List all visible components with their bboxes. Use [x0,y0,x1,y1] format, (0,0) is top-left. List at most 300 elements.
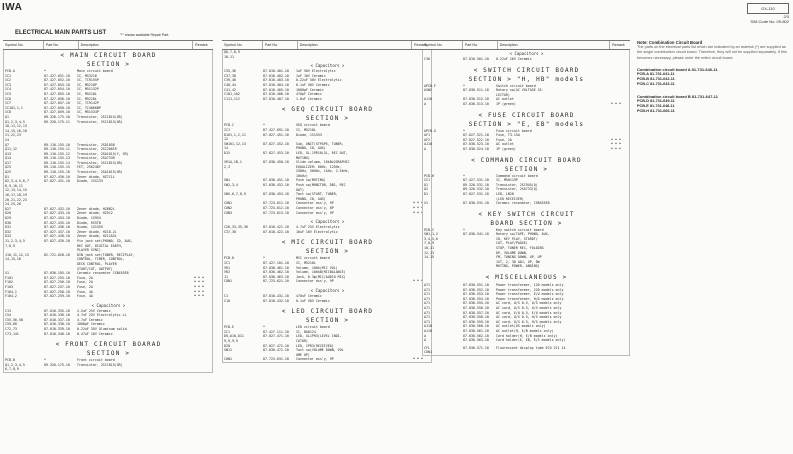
heading-text: < KEY SWITCH CIRCUIT [478,210,575,218]
symbol-cell: C37,38 [224,73,236,78]
part-no-cell: 89-320-175-11 [44,119,70,124]
heading-text: < Capacitors > [310,287,345,293]
description-cell: 1uF 50V Electrolytic [296,69,336,74]
part-no-cell: 89-110-155-12 [44,151,70,156]
part-no-cell: 87-427-051-10 [44,73,70,78]
page-number: 2/3 [783,14,789,19]
description-cell: Rotary sw(TAPE, PHONO, AUX, [496,232,550,237]
description-cell: Transistor, 2SA733R [77,156,115,161]
part-no-cell: 87-723-012-10 [263,206,289,211]
part-no-cell: 87-010-406-10 [263,92,289,97]
header-remark: Remark [612,43,625,47]
symbol-cell: C39,40 [224,78,236,83]
description-cell: Connector ass'y, 9P [296,201,334,206]
symbol-cell: IC6 [5,96,11,101]
parts-column-2 [222,40,432,363]
category-heading [223,62,431,69]
description-cell: 1uF 16V Ceramic [296,73,326,78]
description-cell: Diode, 1SS133 [77,179,103,184]
symbol-cell: F104,1 [5,289,17,294]
symbol-cell: D20 [224,343,230,348]
part-no-cell: 87-010-402-10 [263,73,289,78]
symbol-cell: IC1 [424,178,430,183]
description-cell: Main circuit board [77,69,113,73]
description-cell: Slide volume, 10kBx2GRAPHIC [296,160,350,165]
part-no-cell: 87-027-258-10 [44,289,70,294]
symbol-cell: IC1 [224,127,230,132]
description-cell: 1000pF Ceramic [77,322,105,327]
symbol-cell: AJ10 [424,324,432,329]
symbol-cell: 14,15,16 [5,257,21,262]
description-cell: 1P (green) [496,101,516,106]
combination-board-notes [637,40,787,114]
symbol-cell: 3,4,5,6 [424,236,438,241]
part-no-cell [462,264,495,269]
table-row [423,57,629,62]
symbol-cell: 8,9,10,11 [5,183,23,188]
symbol-cell: A71 [424,319,430,324]
part-no-cell: 87-030-556-10 [463,306,489,310]
symbol-cell: IC1 [224,261,230,265]
description-cell: Transistor, 2SC1815(GR) [77,114,123,119]
symbol-cell: C40,44 [224,82,236,87]
symbol-cell: 7,8,9 [424,241,434,246]
description-cell: AC cord, U/S 0.5, H/S models only [496,315,562,320]
group-b-item: PCB-E 81-731-648-11 [637,104,675,109]
section-heading [223,237,431,248]
symbol-cell: C35,36 [224,69,236,74]
description-cell: Push sw(MONITOR, DB1, REC [296,183,346,188]
description-cell: Fuse circuit board [496,128,532,133]
symbol-cell: C111,112 [224,96,240,101]
symbol-cell [423,264,462,269]
table-header [3,40,213,50]
part-no-cell: 87-030-511-10 [463,88,489,93]
heading-text: < FUSE CIRCUIT BOARD [478,111,575,119]
description-cell: Pin jack set(PHONO, CD, AUX, [77,238,133,243]
section-heading [4,61,212,69]
page-reference [750,14,789,24]
description-cell [76,367,189,372]
symbol-cell: Q23 [5,165,11,170]
symbol-cell: PCB-H [424,173,434,178]
heading-text: SECTION > [305,248,350,256]
part-no-cell: 87-030-553-10 [463,292,489,297]
remark-cell [606,338,625,343]
part-no-cell: 89-320-532-10 [463,187,489,192]
part-no-cell: 87-027-453-10 [263,150,289,155]
header-symbol: Symbol No. [422,41,463,49]
heading-text: SECTION > [305,115,350,123]
part-no-cell: 87-010-335-10 [44,308,70,313]
description-cell: LED circuit board [296,325,330,330]
part-no-cell: 87-723-011-10 [263,201,289,206]
category-heading [223,287,431,294]
part-no-cell: 87-427-054-10 [44,87,70,92]
symbol-cell: D29 [5,216,11,220]
part-no-cell: 87-030-451-10 [263,178,289,183]
part-no-cell: 87-030-552-10 [463,287,489,292]
repair-part-note: "*" shows available Repair Part. [120,33,170,37]
description-cell: Zener diode, HZ5C2 [77,211,113,216]
table-row [223,230,431,235]
part-no-cell: 87-723-031-10 [263,357,289,362]
header-remark: Remark [414,43,427,47]
description-cell: REC OUT, DIGITAL EARTH, [77,243,123,248]
heading-text: < Capacitors > [310,219,345,225]
group-a-title: Combination circuit board A 81-731-640-11 [637,66,718,72]
heading-text: SECTION > [86,61,131,68]
description-cell: DIN jack set(TUNER, RECIPLAY, [77,252,135,257]
table-row [4,294,212,299]
part-no-cell: 87-030-571-10 [463,345,489,350]
symbol-cell: C55,56,58 [5,317,23,322]
symbol-cell: CON1 [424,350,432,355]
part-no-cell: 87-027-434-10 [44,216,70,220]
description-cell: UME UP) [296,352,310,357]
part-no-cell: 87-427-059-10 [44,110,70,115]
part-no-cell: 87-027-452-10 [263,141,289,146]
description-cell: Power transformer, H/D models only [496,296,564,301]
part-no-cell: 87-010-339-10 [44,327,70,332]
heading-text: SECTION > [305,317,350,325]
description-cell: Cord holder(E, EB, E/S models only) [496,338,566,343]
remark-cell: * * * [194,284,204,289]
description-cell: IC, TC9155P [77,78,99,83]
symbol-cell: C1 [224,293,228,298]
symbol-cell: AJ10 [424,97,432,102]
part-no-cell: 87-030-559-10 [463,319,489,324]
symbol-cell: CON3 [224,210,232,215]
description-cell: 4.7uF 25V Electrolytic [296,225,340,230]
table-body [422,50,630,356]
symbol-cell: Q17 [5,160,11,165]
part-no-cell: 87-010-405-10 [263,87,289,92]
heading-text: < Capacitors > [310,63,345,69]
heading-text: < Capacitors > [91,302,126,308]
part-no-cell: 87-723-021-10 [263,279,289,284]
description-cell: Tact sw(VOLUME DOWN, VOL [296,348,344,353]
description-cell: 0.1uF 50V Ceramic [296,298,330,303]
description-cell: Transistor, 2SC2001R [77,147,117,152]
description-cell: Fuse, 4A [77,289,93,294]
symbol-cell: Q1 [5,114,9,119]
header-part: Part No. [463,41,498,49]
remark-cell: * * * [194,289,204,294]
symbol-cell: A [424,146,426,151]
remark-cell [606,350,625,355]
symbol-cell: Q1,2,3,4,5 [5,362,25,367]
description-cell: STOP, TUNER REC, FOLDING [496,246,544,251]
group-a-item: PCB-B 81-731-642-11 [637,77,675,82]
description-cell: 0.22uF 50V Electrolytic [296,78,342,83]
symbol-cell: D2,3,4,5,6,7 [5,179,29,184]
symbol-cell: D1 [5,174,9,179]
symbol-cell: C73,141 [5,331,19,336]
description-cell: IC, M50119P [496,178,518,183]
description-cell: AC outlet(US models only) [496,324,546,329]
part-no-cell: 87-027-431-10 [44,179,70,184]
description-cell: FET, 2SK246Y [77,165,101,170]
symbol-cell: SW1,1,2 [424,232,438,237]
description-cell: 1000pF Ceramic [296,87,324,92]
symbol-cell: A [424,101,426,106]
symbol-cell: CFL [424,345,430,350]
part-no-cell: 87-027-432-10 [44,206,70,211]
description-cell: IC, MS3216 [77,73,97,78]
part-no-cell: 87-427-111-10 [263,329,289,334]
symbol-cell: 20,21,22,23 [5,197,27,202]
part-no-cell: 87-010-422-10 [263,229,289,234]
part-no-cell: 87-010-431-10 [263,293,289,298]
description-cell: Jack, 6.3φ(MIC/AUDIO MIX) [296,274,346,279]
symbol-cell: CON1 [224,279,232,284]
part-no-cell: 87-030-463-10 [263,274,289,279]
description-cell: IC, M5218L [77,96,97,101]
description-cell: PHONO, CD, AUX) [296,146,326,151]
symbol-cell: J1 [224,274,228,279]
symbol-cell: IC2 [5,78,11,83]
description-cell: Switch circuit board [496,83,536,88]
part-no-cell: 87-010-336-10 [44,313,70,318]
section-heading [423,209,629,220]
section-heading [4,339,212,350]
description-cell [495,350,606,355]
symbol-cell: CON2 [224,206,232,211]
heading-text: < MAIN CIRCUIT BOARD [60,52,157,59]
part-no-cell: 87-010-401-10 [263,69,289,74]
description-cell: IC, M51132P [77,87,99,92]
part-no-cell: 87-030-561-10 [463,328,489,333]
description-cell: Diode, RS5TB [77,220,101,225]
symbol-cell: A71 [424,315,430,320]
symbol-cell: 10,11 [424,246,434,251]
group-a-item: PCB-A 81-731-641-11 [637,72,675,77]
symbol-cell: IC7 [5,101,11,106]
description-cell: Zener diode, HZ18-2L [77,229,117,234]
part-no-cell: 87-010-403-10 [263,78,289,83]
part-no-cell: 87-030-554-10 [463,296,489,301]
description-cell: 0.1uF 50V Ceramic [296,82,330,87]
description-cell: IC, M5218P [77,82,97,87]
parts-column-3 [422,40,630,356]
heading-text: < MISCELLANEOUS > [485,274,568,282]
description-cell: CATOR) [296,338,308,343]
symbol-cell: Q25 [5,170,11,175]
section-heading [223,248,431,256]
description-cell: Transistor, 2SA1015(Y, GR) [77,151,129,156]
symbol-cell: SW2,3,4 [224,183,238,188]
description-cell: Transistor, 2SA733(Q) [496,187,538,192]
table-row [423,147,629,152]
part-no-cell: 87-030-558-10 [463,315,489,320]
description-cell: Power transformer, E/U models only [496,292,564,297]
category-heading [423,50,629,57]
description-cell: IC, M5218L [77,91,97,96]
part-no-cell: * [44,358,46,363]
section-heading [423,65,629,76]
part-no-cell: 89-110-155-10 [44,142,70,147]
symbol-cell: A [424,338,426,343]
part-no-cell: 87-010-421-10 [263,225,289,230]
document-title: ELECTRICAL MAIN PARTS LIST [15,30,107,36]
symbol-cell: 10,11 [224,54,234,59]
part-no-cell: 87-030-462-10 [263,270,289,275]
table-row [223,55,431,60]
description-cell: 4.7uF Ceramic [77,317,103,322]
description-cell: AC cord, E/U 0.5, E/U models only [496,310,562,315]
description-cell: Cord holder(H, E/B models only) [496,333,558,338]
remark-cell [189,367,208,372]
heading-text: < COMMAND CIRCUIT BOARD [471,156,582,164]
symbol-cell: AF1 [424,133,430,138]
symbol-cell: Q7 [5,142,9,147]
notes-title: Note: Combination Circuit Board [637,40,703,45]
symbol-cell: C30 [424,57,430,61]
symbol-cell: J10,11,12,13 [5,252,29,257]
symbol-cell: J1,2,3,4,5 [5,238,25,243]
part-no-cell: 87-027-259-10 [44,294,70,299]
table-row [223,279,431,284]
symbol-cell: 24 [5,137,9,142]
description-cell: Tact sw(START, TUNER, [296,192,338,197]
part-no-cell: 8I-721-028-10 [44,252,70,257]
heading-text: < LED CIRCUIT BOARD [281,308,374,316]
symbol-cell: IC4 [5,87,11,92]
description-cell: 10uF 16V Electrolytic [296,229,338,234]
description-cell: Ceramic resonator CSB455E8 [77,271,129,276]
symbol-cell: A71 [424,306,430,310]
symbol-cell: IC3 [5,82,11,87]
description-cell: MIC circuit board [296,256,330,261]
part-no-cell: 87-030-555-10 [463,301,489,306]
description-cell: EQUALIZER: 60Hz, 125Hz, [296,164,342,169]
part-no-cell [43,367,76,372]
part-no-cell: 87-027-430-10 [44,174,70,179]
heading-text: BOARD SECTION > [490,219,563,227]
description-cell: Zener diode, HZ12A3L [77,234,117,239]
description-cell: START/CUT, OUTPUT) [77,266,113,271]
description-cell: LED, GL-1PR10(GL, REC OUT, [296,150,348,155]
description-cell: (LED RECEIVER) [496,196,524,201]
header-description: Description [298,41,412,49]
symbol-cell: PCB-B [5,358,15,363]
table-row [423,102,629,107]
header-symbol: Symbol No. [222,41,263,49]
symbol-cell: D101,1,2,11 [224,132,246,137]
category-heading [4,302,212,309]
table-header [422,40,630,50]
description-cell: PLAYER SYNC) [77,248,101,253]
symbol-cell: X1 [5,271,9,276]
part-no-cell: 89-110-155-15 [44,165,70,170]
notes-text: The parts on the electrical parts list which are indicated by an asterisk (*) are supplied as the single combination circuit board. Therefore, they will not be supplied separately. If this becomes necessary, please order the entire circuit board. [637,45,787,60]
description-cell: 470pF Ceramic [296,92,322,97]
description-cell: Connector ass'y, 9P [296,357,334,362]
symbol-cell: D27 [5,206,11,211]
part-no-cell: 87-030-563-10 [463,338,489,343]
symbol-cell: A71 [424,310,430,315]
remark-cell: * * * [611,142,621,147]
table-row [4,332,212,337]
section-heading [423,220,629,228]
symbol-cell: 21,22,23 [5,133,21,138]
table-body [3,50,213,373]
symbol-cell: SW11 [224,348,232,353]
part-no-cell: * [463,227,465,232]
symbol-cell: IC5 [5,91,11,96]
description-cell: Command circuit board [496,173,538,178]
description-cell: Transistor, 2SD1058 [77,142,115,147]
symbol-cell: 12,13,14,15 [5,188,27,193]
symbol-cell: 9,9,9,9 [224,338,238,343]
symbol-cell: 14,15 [424,255,434,260]
description-cell: 10kHz) [296,173,308,178]
symbol-cell: 12 [224,137,228,142]
part-no-cell: 87-030-551-10 [463,283,489,288]
description-cell: Connector ass'y, 8P [296,206,334,211]
part-no-cell: 87-010-340-10 [44,331,70,336]
part-no-cell: 87-030-450-10 [263,160,289,165]
symbol-cell: Q1 [424,182,428,187]
description-cell: Push sw(MUTING) [296,178,326,183]
description-cell: 1ST, 2, 3D ADJ, UP, DW [496,259,540,264]
part-no-cell: 87-427-531-10 [463,178,489,183]
part-no-cell: 87-030-531-10 [463,201,489,206]
description-cell: Volume, 100kB(MICBALANCE) [296,270,346,275]
description-cell: Ceramic resonator, CSB455E8 [496,201,550,206]
symbol-cell: IC8 [5,110,11,115]
description-cell: IC, BA6124 [296,329,316,334]
symbol-cell: F102 [5,280,13,285]
part-no-cell: 87-027-437-10 [44,229,70,234]
heading-text: < Capacitors > [509,51,544,56]
part-no-cell: 87-030-524-10 [463,146,489,151]
table-row [423,350,629,355]
symbol-cell: SW101,12,13 [224,141,246,146]
symbol-cell: SW1 [224,178,230,183]
heading-text: SECTION > "E, EB" models [468,120,585,128]
description-cell: 2.2uF 25V Ceramic [77,308,111,313]
symbol-cell: A71 [424,283,430,288]
description-cell: Volume, 100k(MIC VOL) [296,265,338,270]
table-row [223,357,431,362]
description-cell: Fuse, 2A [77,284,93,289]
remark-cell: * * * [611,101,621,106]
symbol-cell: D30 [5,220,11,225]
symbol-cell: APCB-G [424,128,436,133]
part-no-cell: 87-030-512-10 [463,97,489,102]
description-cell: DECK CONTROL, PLAYER [77,261,117,266]
description-cell: Diode, 1S1555 [77,225,103,230]
description-cell: Transistor, 2SC1815(GR) [77,160,123,165]
description-cell: AC cord, U/S 0.5, U/S models only [496,301,562,306]
table-body [222,50,432,363]
symbol-cell: Q14 [5,156,11,161]
part-no-cell: 87-027-256-10 [44,280,70,285]
part-no-cell: 87-027-255-10 [44,275,70,280]
part-no-cell: 89-320-531-10 [463,182,489,187]
description-cell: PHONO, CD, AUX) [296,196,326,201]
section-heading [223,104,431,115]
symbol-cell: VR2 [224,270,230,275]
part-no-cell: 87-027-435-10 [44,220,70,225]
part-no-cell: 87-723-013-10 [263,210,289,215]
symbol-cell: CON1 [224,357,232,362]
part-no-cell: 87-030-452-10 [263,183,289,188]
group-b-item: PCB-D 81-731-649-11 [637,98,675,103]
description-cell: LED, GL1PR3(LEVEL INDI- [296,334,342,339]
